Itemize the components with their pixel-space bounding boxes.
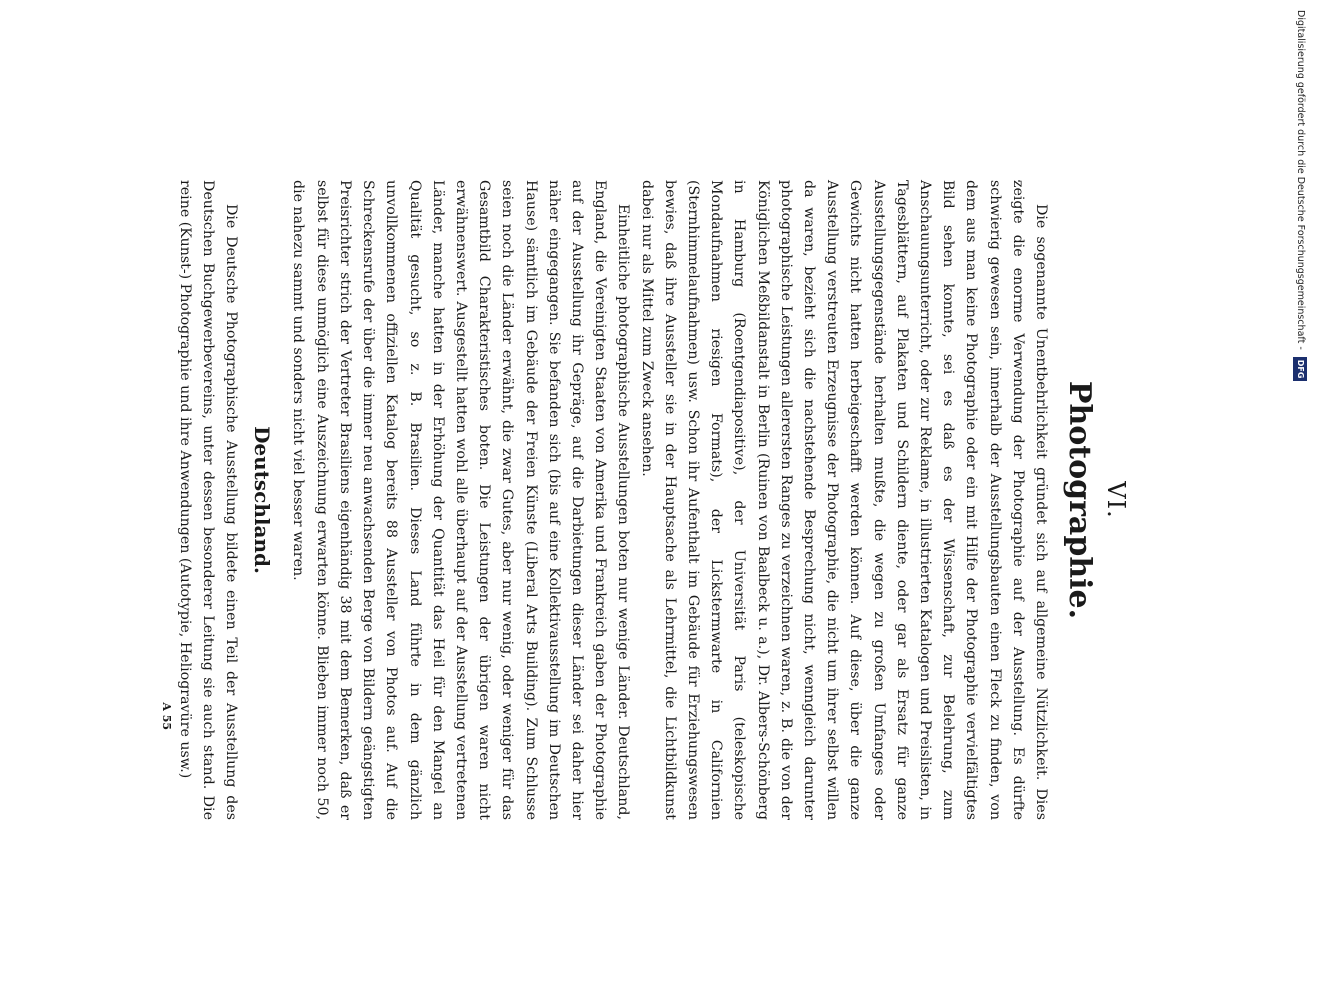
body-paragraph: Die sogenannte Unentbehrlichkeit gründet sich auf allgemeine Nützlichkeit. Dies zeigte die enorme Verwendung der Photographie auf der Ausstellung. Es dürfte schwierig gewesen sein, innerhalb der Ausstellungsbauten einen Fleck zu finden, von dem aus man keine Photographie oder ein mit Hilfe der Photographie vervielfältigtes Bild sehen konnte, sei es daß es der Wissenschaft, zur Belehrung, zum Anschauungsunterricht, oder zur Reklame, in illustrierten Katalogen und Preislisten, in Tagesblättern, auf Plakaten und Schildern diente, oder gar als Ersatz für ganze Ausstellungsgegenstände herhalten mußte, die wegen zu großen Umfanges oder Gewichts nicht hatten herbeigeschafft werden können. Auf diese, über die ganze Ausstellung verstreuten Erzeugnisse der Photographie, die nicht um ihrer selbst willen da waren, bezieht sich die nachstehende Besprechung nicht, wenngleich darunter photographische Leistungen allerersten Ranges zu verzeichnen waren, z. B. die von der Königlichen Meßbildanstalt in Berlin (Ruinen von Baalbeck u. a.), Dr. Albers-Schönberg in Hamburg (Roentgendiapositive), der Universität Paris (teleskopische Mondaufnahmen riesigen Formats), der Lickstermwarte in Californien (Sternhimmelaufnahmen) usw. Schon ihr Aufenthalt im Gebäude für Erziehungswesen bewies, daß ihre Aussteller sie in der Hauptsache als Lehrmittel, die Lichtbildkunst dabei nur als Mittel zum Zweck ansehen. — [638, 180, 1049, 820]
page-content — [159, 180, 1130, 820]
section-heading: Deutschland. — [250, 426, 275, 574]
chapter-number: VI. — [1102, 481, 1130, 519]
chapter-title: Photographie. — [1062, 380, 1097, 620]
section-paragraph: Die Deutsche Photographische Ausstellung bildete einen Teil der Ausstellung des Deutschen Buchgewerbevereins, unter dessen besonderer Leitung sie auch stand. Die reine (Kunst-) Photographie und ihre Anwendungen (Autotypie, Heliogravüre usw.) — [176, 180, 240, 820]
rotated-page-text — [140, 180, 1130, 820]
dfg-logo: DFG — [1294, 357, 1308, 382]
digitization-attribution — [1291, 10, 1309, 400]
attribution-text: Digitalisierung gefördert durch die Deutsche Forschungsgemeinschaft - — [1295, 10, 1306, 350]
page-reference: A 55 — [159, 702, 173, 730]
body-paragraph: Einheitliche photographische Ausstellungen boten nur wenige Länder. Deutschland, England, die Vereinigten Staaten von Amerika und Frankreich gaben der Photographie auf der Ausstellung ihr Gepräge, auf die Darbietungen dieser Länder sei daher hier näher eingegangen. Sie befanden sich (bis auf eine Kollektivausstellung im Deutschen Hause) sämtlich im Gebäude der Freien Künste (Liberal Arts Building). Zum Schlusse seien noch die Länder erwähnt, die zwar Gutes, aber nur wenig, oder weniger für das Gesamtbild Charakteristisches boten. Die Leistungen der übrigen waren nicht erwähnenswert. Ausgestellt hatten wohl alle überhaupt auf der Ausstellung vertretenen Länder, manche hatten in der Erhöhung der Quantität das Heil für den Mangel an Qualität gesucht, so z. B. Brasilien. Dieses Land führte in dem gänzlich unvollkommenen offiziellen Katalog bereits 88 Aussteller von Photos auf. Auf die Schreckensrufe der über die immer neu anwachsenden Berge von Bildern geängstigten Preisrichter strich der Vertreter Brasiliens eigenhändig 38 mit dem Bemerken, daß er selbst für diese unmöglich eine Auszeichnung erwarten könne. Blieben immer noch 50, die nahezu sammt und sonders nicht viel besser waren. — [290, 180, 632, 820]
